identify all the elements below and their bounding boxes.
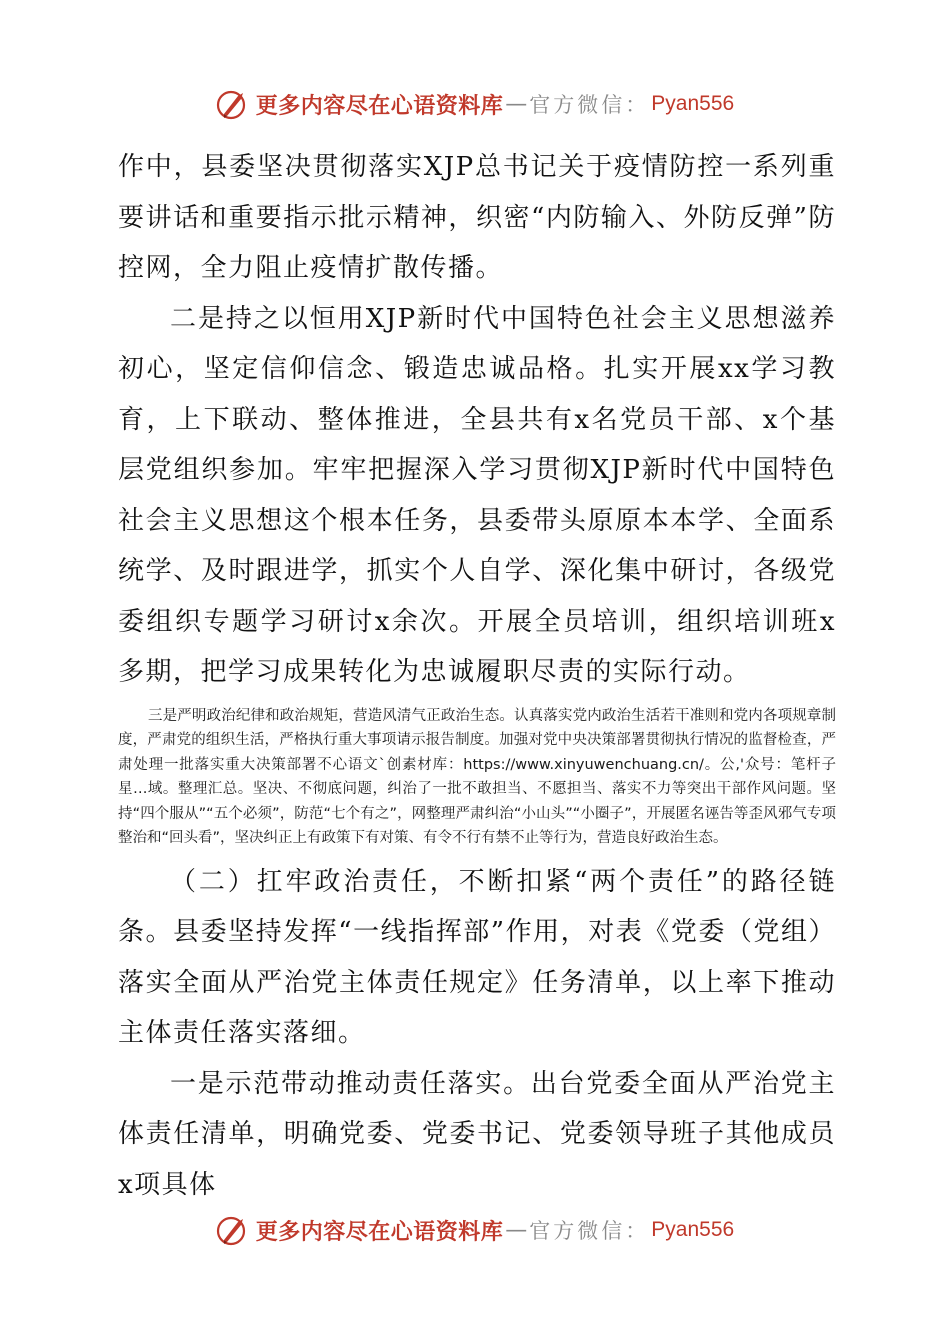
paragraph-continuation: 作中，县委坚决贯彻落实XJP总书记关于疫情防控一系列重要讲话和重要指示批示精神，织密“内防输入、外防反弹”防控网，全力阻止疫情扩散传播。 <box>118 152 836 283</box>
pen-nib-logo-icon <box>216 1213 250 1247</box>
header-separator: — <box>505 91 528 117</box>
footer-brand-text: 更多内容尽在心语资料库 <box>255 1219 504 1245</box>
header-official-label: 官方微信： <box>529 93 650 117</box>
pen-nib-logo-icon <box>216 87 250 121</box>
footer-watermark <box>0 1206 950 1254</box>
header-brand-text: 更多内容尽在心语资料库 <box>255 93 504 119</box>
footer-official-label: 官方微信： <box>529 1219 650 1243</box>
footer-separator: — <box>505 1217 528 1243</box>
paragraph-point-one: 一是示范带动推动责任落实。出台党委全面从严治党主体责任清单，明确党委、党委书记、党委领导班子其他成员x项具体 <box>118 1068 836 1200</box>
header-wechat-handle: Pyan556 <box>651 92 735 115</box>
header-watermark <box>0 80 950 128</box>
paragraph-point-three-small: 三是严明政治纪律和政治规矩，营造风清气正政治生态。认真落实党内政治生活若干准则和党内各项规章制度，严肃党的组织生活，严格执行重大事项请示报告制度。加强对党中央决策部署贯彻执行情况的监督检查，严肃处理一批落实重大决策部署不心语文`创素材库：https://www.xinyuwenchuang.cn/。公,'众号：笔杆子星…域。整理汇总。坚决、不彻底问题，纠治了一批不敢担当、不愿担当、落实不力等突出干部作风问题。坚持“四个服从”“五个必须”，防范“七个有之”，网整理严肃纠治“小山头”“小圈子”，开展匿名诬告等歪风邪气专项整治和“回头看”，坚决纠正上有政策下有对策、有令不行有禁不止等行为，营造良好政治生态。 <box>118 707 836 846</box>
document-body <box>118 142 836 1210</box>
paragraph-section-two-heading: （二）扛牢政治责任，不断扣紧“两个责任”的路径链条。县委坚持发挥“一线指挥部”作用，对表《党委（党组）落实全面从严治党主体责任规定》任务清单，以上率下推动主体责任落实落细。 <box>118 866 836 1048</box>
footer-wechat-handle: Pyan556 <box>651 1218 735 1241</box>
paragraph-point-two: 二是持之以恒用XJP新时代中国特色社会主义思想滋养初心，坚定信仰信念、锻造忠诚品格。扎实开展xx学习教育，上下联动、整体推进，全县共有x名党员干部、x个基层党组织参加。牢牢把握深入学习贯彻XJP新时代中国特色社会主义思想这个根本任务，县委带头原原本本学、全面系统学、及时跟进学，抓实个人自学、深化集中研讨，各级党委组织专题学习研讨x余次。开展全员培训，组织培训班x多期，把学习成果转化为忠诚履职尽责的实际行动。 <box>118 303 836 687</box>
